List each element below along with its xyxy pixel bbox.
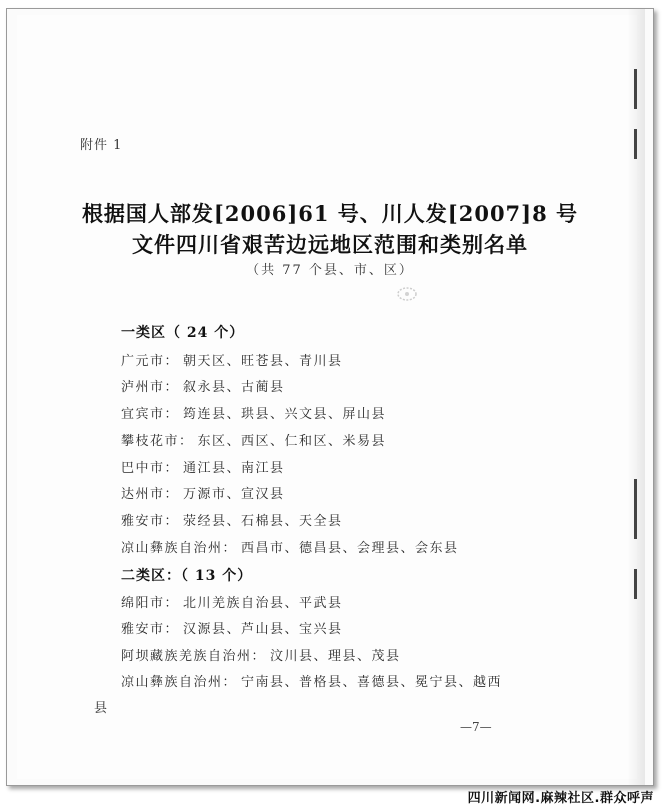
page-number: —7— [460, 720, 492, 734]
list-item [121, 645, 401, 664]
page-edge-shadow [627, 9, 645, 785]
scan-edge-mark [634, 569, 637, 599]
list-item [121, 457, 285, 476]
county-list: 汶川县、理县、茂县 [270, 649, 401, 664]
list-item [121, 537, 459, 556]
source-watermark: 四川新闻网.麻辣社区.群众呼声 [467, 791, 654, 806]
scanned-page-frame [6, 8, 654, 786]
county-list: 汉源县、芦山县、宝兴县 [183, 622, 343, 637]
county-list: 北川羌族自治县、平武县 [183, 596, 343, 611]
document-title-line-2: 文件四川省艰苦边远地区范围和类别名单 [132, 232, 528, 257]
attachment-label: 附件 1 [80, 138, 123, 153]
list-item [121, 430, 386, 449]
county-list: 荥经县、石棉县、天全县 [183, 514, 343, 529]
region-label: 广元市： [121, 354, 180, 369]
county-list: 叙永县、古蔺县 [183, 380, 285, 395]
region-label: 雅安市： [121, 622, 180, 637]
county-list: 通江县、南江县 [183, 461, 285, 476]
scan-edge-mark [634, 129, 637, 159]
region-label: 巴中市： [121, 461, 180, 476]
region-label: 凉山彝族自治州： [121, 675, 238, 690]
county-list: 西昌市、德昌县、会理县、会东县 [241, 541, 459, 556]
region-label: 达州市： [121, 487, 180, 502]
list-item [121, 376, 285, 395]
county-list: 筠连县、珙县、兴文县、屏山县 [183, 407, 387, 422]
list-item [121, 350, 343, 369]
region-label: 雅安市： [121, 514, 180, 529]
region-label: 凉山彝族自治州： [121, 541, 238, 556]
region-label: 阿坝藏族羌族自治州： [121, 649, 267, 664]
wrapped-line-tail: 县 [94, 701, 108, 716]
document-title-line-1: 根据国人部发[2006]61 号、川人发[2007]8 号 [81, 201, 579, 226]
category-2-heading: 二类区：（ 13 个） [121, 568, 253, 584]
list-item [121, 618, 343, 637]
list-item [121, 671, 502, 690]
document-page [17, 15, 637, 779]
region-label: 攀枝花市： [121, 434, 194, 449]
list-item [121, 592, 343, 611]
list-item [121, 510, 343, 529]
list-item [121, 403, 386, 422]
region-label: 绵阳市： [121, 596, 180, 611]
faint-stamp-mark [396, 286, 418, 302]
category-1-heading: 一类区（ 24 个） [121, 325, 245, 341]
document-subtitle: （共 77 个县、市、区） [246, 263, 414, 278]
list-item [121, 483, 285, 502]
region-label: 宜宾市： [121, 407, 180, 422]
county-list: 东区、西区、仁和区、米易县 [197, 434, 387, 449]
region-label: 泸州市： [121, 380, 180, 395]
county-list: 朝天区、旺苍县、青川县 [183, 354, 343, 369]
scan-edge-mark [634, 69, 637, 109]
county-list: 宁南县、普格县、喜德县、冕宁县、越西 [241, 675, 503, 690]
scan-edge-mark [634, 479, 637, 539]
county-list: 万源市、宣汉县 [183, 487, 285, 502]
